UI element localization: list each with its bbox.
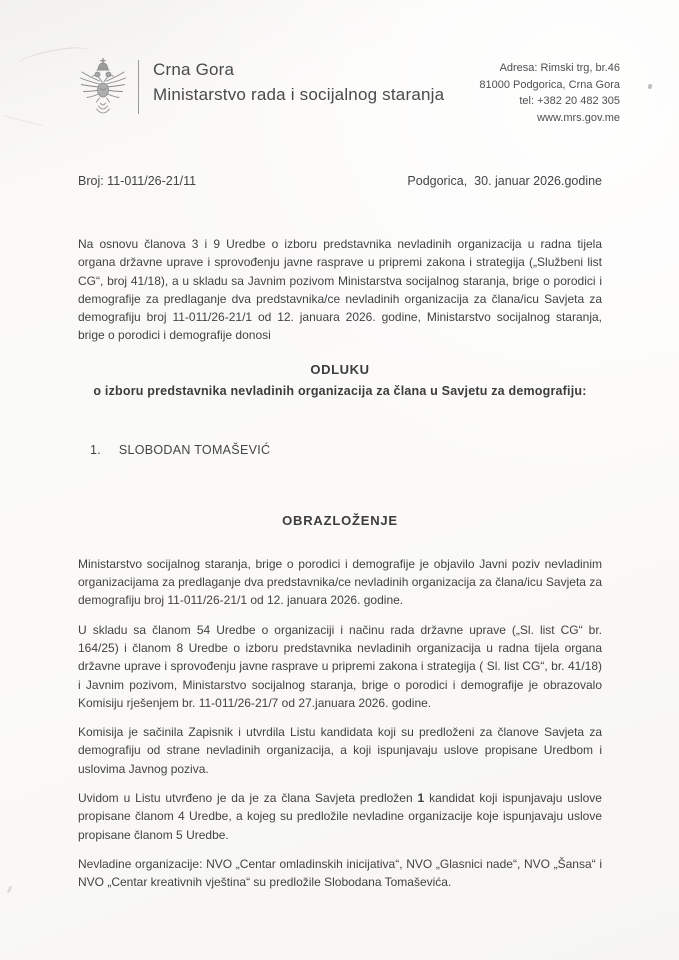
address-line: tel: +382 20 482 305 <box>519 95 620 107</box>
candidate-count: 1 <box>417 791 425 806</box>
explanation-paragraph-4 <box>78 789 602 844</box>
scan-speck <box>648 84 653 90</box>
letterhead-divider <box>138 60 139 114</box>
address-line: Adresa: Rimski trg, br.46 <box>499 62 620 74</box>
reference-row <box>78 174 602 188</box>
coat-of-arms-icon <box>78 56 128 124</box>
document-body <box>78 174 602 892</box>
explanation-paragraph-3: Komisija je sačinila Zapisnik i utvrdila Listu kandidata koji su predloženi za članove Savjeta za demografiju od strane nevladinih organizacija, a koji ispunjavaju uslove propisane Uredbom i uslovima Javnog poziva. <box>78 725 602 776</box>
organization-block <box>153 56 444 107</box>
website-line: www.mrs.gov.me <box>537 111 620 124</box>
address-line: 81000 Podgorica, Crna Gora <box>479 78 620 91</box>
intro-paragraph: Na osnovu članova 3 i 9 Uredbe o izboru predstavnika nevladinih organizacija u radna tijela organa državne uprave i sprovođenju javne rasprave u pripremi zakona i strategija („Službeni list CG“, broj 41/18), a u skladu sa Javnim pozivom Ministarstva socijalnog staranja, brige o porodici i demografije za predlaganje dva predstavnika/ce nevladinih organizacija za člana/icu Savjeta za demografiju broj 11-011/26-21/1 od 12. januara 2026. godine, Ministarstvo socijalnog staranja, brige o porodici i demografije donosi <box>78 237 602 343</box>
reference-number: Broj: 11-011/26-21/11 <box>78 174 197 188</box>
explanation-title: OBRAZLOŽENJE <box>282 512 398 528</box>
decision-title: ODLUKU <box>310 361 370 377</box>
scan-speck <box>7 886 13 894</box>
place-and-date: Podgorica, 30. januar 2026.godine <box>407 174 602 188</box>
candidate-list-item <box>90 443 602 457</box>
explanation-paragraph-5: Nevladine organizacije: NVO „Centar omladinskih inicijativa“, NVO „Glasnici nade“, NVO „Šansa“ i NVO „Centar kreativnih vještina“ su predložile Slobodana Tomaševića. <box>78 856 602 890</box>
explanation-paragraph-1: Ministarstvo socijalnog staranja, brige o porodici i demografije je objavilo Javni poziv nevladinim organizacijama za predlaganje dva predstavnika/ce nevladinih organizacija za člana/icu Savjeta za demografiju broj 11-011/26-21/1 od 12. januara 2026. godine. <box>78 556 602 608</box>
candidate-name: SLOBODAN TOMAŠEVIĆ <box>118 442 271 457</box>
org-country: Crna Gora <box>153 60 235 79</box>
address-block <box>479 56 620 126</box>
paragraph-text: kandidat koji ispunjavaju uslove propisane članom 4 Uredbe, a kojeg su predložile nevladine organizacije koje ispunjavaju uslove propisane članom 5 Uredbe. <box>78 791 602 842</box>
decision-subtitle: o izboru predstavnika nevladinih organizacija za člana u Savjetu za demografiju: <box>93 383 587 398</box>
explanation-paragraph-2: U skladu sa članom 54 Uredbe o organizaciji i načinu rada državne uprave („Sl. list CG“ br. 164/25) i članom 8 Uredbe o izboru predstavnika nevladinih organizacija u radna tijela organa državne uprave i sprovođenju javne rasprave u pripremi zakona i strategija ( Sl. list CG“, br. 41/18) i Javnim pozivom, Ministarstvo socijalnog staranja, brige o porodici i demografije je obrazovalo Komisiju rješenjem br. 11-011/26-21/7 od 27.januara 2026. godine. <box>78 622 602 710</box>
candidate-number: 1. <box>90 442 102 457</box>
org-ministry: Ministarstvo rada i socijalnog staranja <box>153 84 445 104</box>
letterhead <box>78 56 620 126</box>
paragraph-text: Uvidom u Listu utvrđeno je da je za člana Savjeta predložen <box>78 791 418 806</box>
paper-crease <box>1 115 42 135</box>
